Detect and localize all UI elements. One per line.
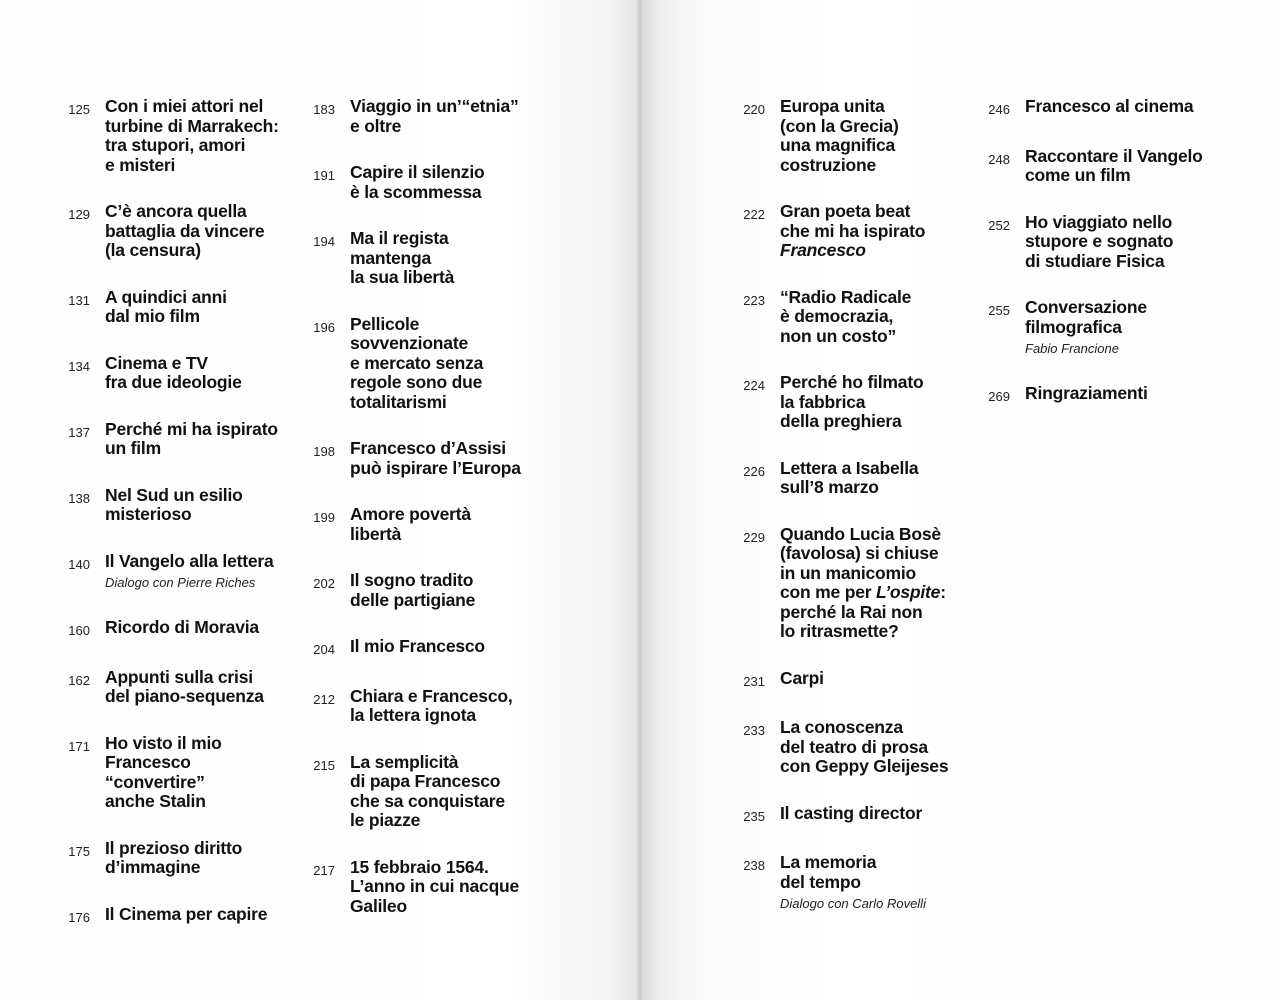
entry-body (780, 718, 995, 777)
page-number: 222 (743, 207, 765, 222)
page-number: 160 (68, 623, 90, 638)
toc-entry (725, 373, 995, 432)
title-line: del piano-sequenza (105, 686, 264, 706)
title-line: Conversazione (1025, 297, 1147, 317)
page-number: 229 (743, 529, 765, 545)
entry-title (350, 637, 565, 657)
page-number: 131 (68, 292, 90, 308)
title-line: non un costo” (780, 325, 896, 346)
toc-column-2 (295, 97, 565, 943)
entry-title (350, 439, 565, 478)
entry-body (780, 459, 995, 498)
entry-body (350, 439, 565, 478)
entry-body (350, 858, 565, 917)
entry-title (780, 853, 995, 892)
title-line: Ringraziamenti (1025, 383, 1148, 403)
toc-entry (50, 668, 320, 707)
entry-body (350, 163, 565, 202)
entry-title (105, 668, 320, 707)
entry-title (1025, 384, 1240, 404)
page-number: 162 (68, 672, 90, 688)
title-line: fra due ideologie (105, 372, 242, 392)
entry-body (105, 668, 320, 707)
page-number: 212 (313, 691, 335, 707)
title-line: un film (105, 438, 161, 458)
title-line: che sa conquistare (350, 790, 505, 811)
entry-title (1025, 97, 1240, 117)
toc-entry (50, 354, 320, 393)
title-line: Perché ho filmato (780, 372, 924, 392)
toc-entry (725, 669, 995, 692)
entry-title (780, 97, 995, 175)
page-number: 255 (988, 303, 1010, 318)
entry-title (105, 354, 320, 393)
title-line: è la scommessa (350, 181, 482, 202)
toc-entry (295, 439, 565, 478)
toc-entry (50, 420, 320, 459)
toc-entry (50, 839, 320, 878)
title-line: Raccontare il Vangelo (1025, 145, 1203, 166)
title-line: Nel Sud un esilio (105, 484, 243, 505)
toc-column-3 (725, 97, 995, 939)
title-line: La memoria (780, 852, 877, 872)
title-line: Ho viaggiato nello (1025, 211, 1173, 232)
toc-entry (725, 97, 995, 175)
title-line: battaglia da vincere (105, 220, 265, 241)
entry-title (105, 734, 320, 812)
title-line: 15 febbraio 1564. (350, 856, 489, 877)
title-line: e misteri (105, 154, 176, 175)
page-number: 252 (988, 217, 1010, 233)
toc-entry (50, 618, 320, 641)
entry-body (1025, 147, 1240, 186)
title-line: Il mio Francesco (350, 636, 485, 656)
entry-body (780, 373, 995, 432)
title-line: Perché mi ha ispirato (105, 418, 278, 439)
toc-entry (295, 505, 565, 544)
page-number: 183 (313, 102, 335, 117)
title-line: Ho visto il mio (105, 732, 222, 753)
toc-entry (50, 202, 320, 261)
entry-body (1025, 298, 1240, 357)
title-line: C’è ancora quella (105, 201, 247, 221)
page-number: 202 (313, 576, 335, 591)
title-line: La conoscenza (780, 717, 903, 737)
title-line: La semplicità (350, 751, 459, 772)
page-number: 233 (743, 723, 765, 738)
entry-title (350, 505, 565, 544)
entry-title (780, 288, 995, 347)
entry-body (105, 734, 320, 812)
entry-title (1025, 213, 1240, 272)
title-line: A quindici anni (105, 286, 227, 307)
title-line-mixed (780, 583, 995, 603)
toc-entry (50, 734, 320, 812)
title-line: turbine di Marrakech: (105, 115, 279, 136)
toc-entry (970, 147, 1240, 186)
entry-body (780, 97, 995, 175)
title-line: libertà (350, 523, 402, 544)
title-line: e mercato senza (350, 352, 484, 373)
entry-body (350, 505, 565, 544)
toc-entry (970, 97, 1240, 120)
entry-title (780, 525, 995, 642)
title-line: misterioso (105, 504, 192, 524)
entry-body (780, 669, 995, 689)
title-line: mantenga (350, 247, 432, 268)
title-line: può ispirare l’Europa (350, 457, 521, 478)
page-number: 134 (68, 358, 90, 374)
title-line: Il Vangelo alla lettera (105, 550, 274, 571)
title-line: stupore e sognato (1025, 231, 1174, 251)
title-line: Amore povertà (350, 504, 471, 524)
title-line: Il casting director (780, 802, 923, 823)
title-line: “convertire” (105, 771, 205, 792)
title-line: è democrazia, (780, 306, 894, 326)
entry-body (350, 687, 565, 726)
title-line: di studiare Fisica (1025, 250, 1165, 271)
toc-entry (295, 229, 565, 288)
page-number: 215 (313, 757, 335, 773)
page-number: 137 (68, 424, 90, 440)
entry-body (350, 637, 565, 657)
toc-entry (970, 384, 1240, 407)
title-line: la lettera ignota (350, 705, 476, 725)
page-number: 171 (68, 738, 90, 754)
title-line: filmografica (1025, 316, 1122, 337)
entry-body (105, 288, 320, 327)
title-line: e oltre (350, 115, 402, 136)
entry-title (780, 718, 995, 777)
title-line: anche Stalin (105, 791, 206, 811)
title-line: Europa unita (780, 96, 885, 116)
title-line: Capire il silenzio (350, 162, 485, 182)
page-number: 175 (68, 843, 90, 859)
entry-title (105, 839, 320, 878)
title-line: Lettera a Isabella (780, 457, 919, 478)
page-number: 217 (313, 862, 335, 878)
title-line: dal mio film (105, 306, 200, 326)
toc-entry (50, 905, 320, 928)
entry-body (780, 202, 995, 261)
title-fragment: : (940, 582, 946, 602)
title-line: Gran poeta beat (780, 201, 911, 221)
page-number: 269 (988, 389, 1010, 404)
entry-title (105, 288, 320, 327)
entry-body (105, 552, 320, 592)
toc-entry (725, 202, 995, 261)
title-line: Ma il regista (350, 228, 449, 248)
entry-title (780, 804, 995, 824)
page-number: 226 (743, 463, 765, 479)
page-number: 223 (743, 292, 765, 308)
title-line: del tempo (780, 871, 861, 892)
title-line: Quando Lucia Bosè (780, 523, 941, 544)
title-line: sull’8 marzo (780, 477, 879, 497)
title-line: Il sogno tradito (350, 570, 474, 590)
entry-title (1025, 298, 1240, 337)
entry-title (105, 420, 320, 459)
entry-subtitle: Dialogo con Pierre Riches (105, 575, 256, 590)
title-line: Appunti sulla crisi (105, 666, 253, 687)
page-number: 196 (313, 319, 335, 335)
entry-title (780, 669, 995, 689)
toc-entry (295, 687, 565, 726)
title-line: di papa Francesco (350, 771, 501, 791)
entry-body (350, 97, 565, 136)
entry-title (350, 315, 565, 413)
entry-body (105, 486, 320, 525)
page-number: 191 (313, 168, 335, 183)
page-number: 198 (313, 444, 335, 459)
toc-entry (725, 853, 995, 912)
title-line: Pellicole (350, 313, 420, 334)
title-line: Viaggio in un’“etnia” (350, 96, 519, 116)
page-number: 220 (743, 102, 765, 117)
entry-subtitle: Dialogo con Carlo Rovelli (780, 896, 926, 911)
page-number: 235 (743, 808, 765, 824)
toc-entry (295, 163, 565, 202)
page-number: 224 (743, 378, 765, 393)
entry-title (350, 687, 565, 726)
entry-body (780, 804, 995, 824)
page-number: 125 (68, 102, 90, 117)
page-number: 140 (68, 556, 90, 572)
entry-body (350, 753, 565, 831)
entry-body (780, 288, 995, 347)
toc-entry (295, 571, 565, 610)
entry-body (1025, 384, 1240, 404)
entry-title (350, 97, 565, 136)
title-line: Carpi (780, 667, 824, 688)
book-gutter (637, 0, 643, 1000)
page-number: 204 (313, 642, 335, 657)
toc-entry (725, 288, 995, 347)
entry-body (1025, 213, 1240, 272)
title-line: (la censura) (105, 240, 201, 260)
toc-entry (50, 288, 320, 327)
page-number: 176 (68, 909, 90, 925)
title-line: in un manicomio (780, 562, 917, 583)
toc-entry (50, 552, 320, 592)
entry-body (105, 354, 320, 393)
toc-entry (295, 637, 565, 660)
title-line: con Geppy Gleijeses (780, 756, 949, 776)
entry-title (1025, 147, 1240, 186)
entry-body (350, 571, 565, 610)
title-line: la sua libertà (350, 267, 455, 287)
toc-entry (725, 525, 995, 642)
entry-body (105, 97, 320, 175)
title-line: Francesco d’Assisi (350, 438, 506, 458)
title-line: del teatro di prosa (780, 736, 928, 757)
entry-body (1025, 97, 1240, 117)
entry-body (350, 315, 565, 413)
entry-title (780, 459, 995, 498)
toc-entry (970, 213, 1240, 272)
title-line: “Radio Radicale (780, 286, 912, 307)
toc-entry (970, 298, 1240, 357)
title-line: una magnifica (780, 135, 896, 155)
title-line: sovvenzionate (350, 333, 468, 353)
title-fragment-italic: L’ospite (876, 582, 941, 602)
entry-body (105, 202, 320, 261)
toc-entry (295, 858, 565, 917)
entry-title (350, 753, 565, 831)
title-line: come un film (1025, 165, 1131, 185)
entry-body (780, 525, 995, 642)
title-line: (favolosa) si chiuse (780, 543, 939, 563)
entry-title (350, 163, 565, 202)
entry-body (105, 420, 320, 459)
toc-entry (295, 97, 565, 136)
title-line: regole sono due (350, 372, 483, 392)
title-line: Il Cinema per capire (105, 903, 268, 924)
toc-entry (725, 459, 995, 498)
title-line: Francesco (105, 752, 191, 772)
toc-column-4 (970, 97, 1240, 434)
toc-entry (50, 486, 320, 525)
entry-title (350, 229, 565, 288)
title-line: costruzione (780, 154, 877, 175)
entry-title (350, 858, 565, 917)
entry-title (780, 202, 995, 261)
title-line: che mi ha ispirato (780, 220, 926, 241)
title-fragment: con me per (780, 582, 877, 602)
entry-body (105, 618, 320, 638)
page-number: 138 (68, 490, 90, 506)
entry-body (105, 905, 320, 925)
entry-title (350, 571, 565, 610)
title-line-italic: Francesco (780, 240, 866, 260)
title-line: Il prezioso diritto (105, 837, 243, 858)
toc-entry (725, 804, 995, 827)
title-line: (con la Grecia) (780, 115, 899, 136)
page-number: 129 (68, 207, 90, 222)
page-number: 238 (743, 858, 765, 873)
toc-entry (725, 718, 995, 777)
toc-column-1 (50, 97, 320, 954)
title-line: tra stupori, amori (105, 135, 246, 155)
entry-title (105, 552, 320, 572)
title-line: le piazze (350, 810, 421, 830)
title-line: perché la Rai non (780, 601, 923, 622)
page-number: 231 (743, 673, 765, 689)
title-line: lo ritrasmette? (780, 621, 899, 641)
title-line: L’anno in cui nacque (350, 876, 520, 896)
toc-entry (295, 753, 565, 831)
title-line: Ricordo di Moravia (105, 617, 259, 637)
title-line: Cinema e TV (105, 352, 208, 373)
title-line: delle partigiane (350, 589, 476, 610)
title-line: Francesco al cinema (1025, 96, 1194, 116)
entry-title (105, 618, 320, 638)
entry-title (780, 373, 995, 432)
entry-body (105, 839, 320, 878)
title-line: della preghiera (780, 411, 902, 431)
entry-title (105, 486, 320, 525)
page-number: 248 (988, 151, 1010, 167)
page-number: 246 (988, 102, 1010, 117)
entry-title (105, 97, 320, 175)
entry-subtitle: Fabio Francione (1025, 341, 1119, 356)
entry-title (105, 905, 320, 925)
entry-body (350, 229, 565, 288)
title-line: Con i miei attori nel (105, 96, 264, 116)
title-line: d’immagine (105, 857, 201, 877)
page-number: 194 (313, 234, 335, 249)
toc-entry (295, 315, 565, 413)
title-line: totalitarismi (350, 391, 447, 412)
title-line: Galileo (350, 895, 407, 916)
title-line: la fabbrica (780, 391, 866, 412)
title-line: Chiara e Francesco, (350, 685, 513, 706)
page-number: 199 (313, 510, 335, 525)
entry-body (780, 853, 995, 912)
entry-title (105, 202, 320, 261)
toc-entry (50, 97, 320, 175)
